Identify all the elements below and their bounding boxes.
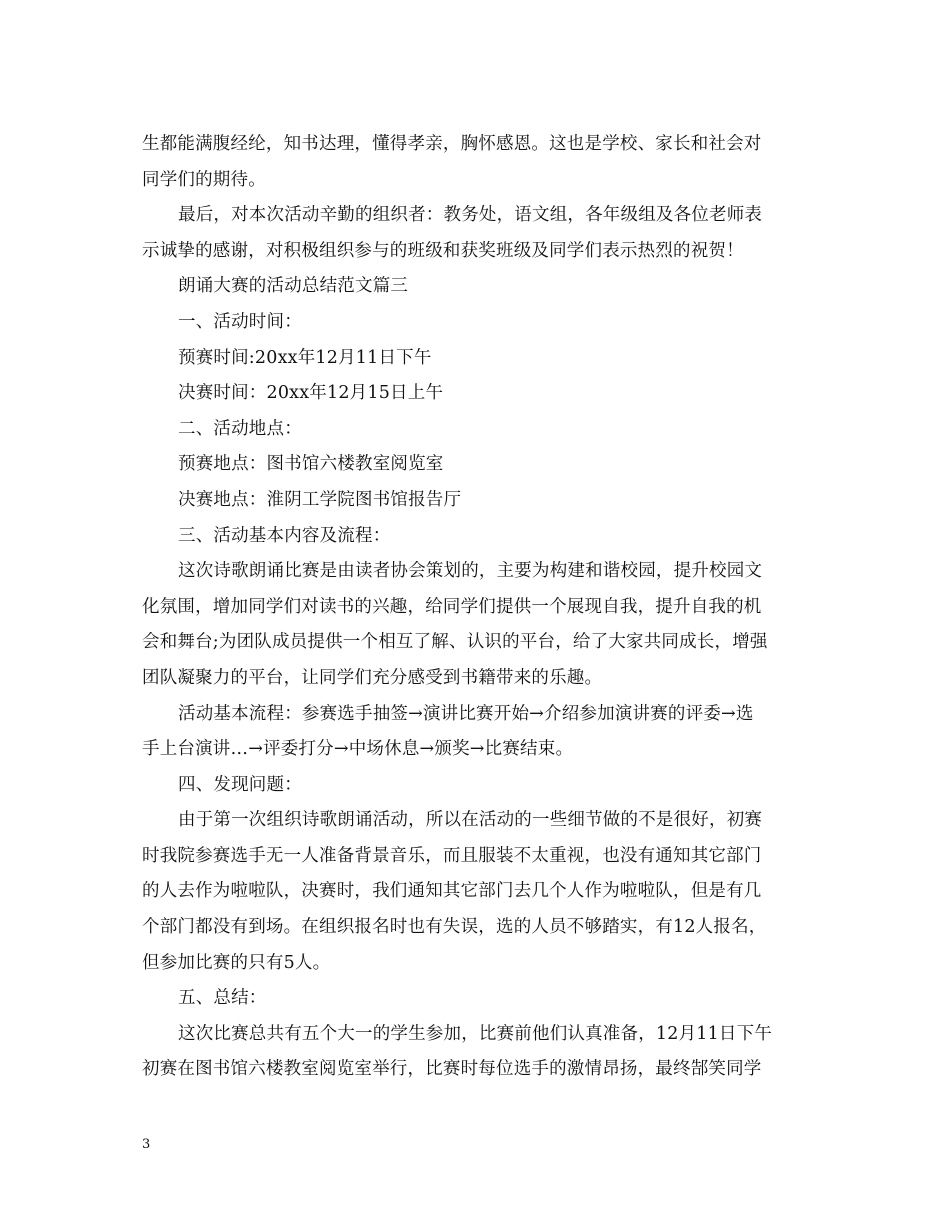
text-line: 这次诗歌朗诵比赛是由读者协会策划的，主要为构建和谐校园，提升校园文 xyxy=(178,561,763,582)
text-line: 三、活动基本内容及流程： xyxy=(178,525,391,546)
document-body xyxy=(142,127,808,1088)
text-line: 决赛地点：淮阴工学院图书馆报告厅 xyxy=(178,489,462,510)
text-line: 预赛时间:20xx年12月11日下午 xyxy=(178,347,432,368)
text-line: 个部门都没有到场。在组织报名时也有失误，选的人员不够踏实，有12人报名， xyxy=(142,917,767,938)
text-line: 会和舞台;为团队成员提供一个相互了解、认识的平台，给了大家共同成长，增强 xyxy=(142,632,768,653)
text-line: 五、总结： xyxy=(178,988,267,1009)
text-line: 二、活动地点： xyxy=(178,418,302,439)
text-line: 示诚挚的感谢，对积极组织参与的班级和获奖班级及同学们表示热烈的祝贺！ xyxy=(142,240,744,261)
text-line: 初赛在图书馆六楼教室阅览室举行，比赛时每位选手的激情昂扬，最终郜笑同学 xyxy=(142,1059,762,1080)
text-line: 团队凝聚力的平台，让同学们充分感受到书籍带来的乐趣。 xyxy=(142,667,603,688)
text-line: 的人去作为啦啦队，决赛时，我们通知其它部门去几个人作为啦啦队，但是有几 xyxy=(142,881,762,902)
text-line: 这次比赛总共有五个大一的学生参加，比赛前他们认真准备，12月11日下午 xyxy=(178,1023,773,1044)
text-line: 同学们的期待。 xyxy=(142,169,266,190)
text-line: 手上台演讲…→评委打分→中场休息→颁奖→比赛结束。 xyxy=(142,739,574,760)
text-line: 活动基本流程：参赛选手抽签→演讲比赛开始→介绍参加演讲赛的评委→选 xyxy=(178,703,754,724)
text-line: 由于第一次组织诗歌朗诵活动，所以在活动的一些细节做的不是很好，初赛 xyxy=(178,810,763,831)
text-line: 预赛地点：图书馆六楼教室阅览室 xyxy=(178,454,444,475)
text-line: 四、发现问题： xyxy=(178,774,302,795)
text-line: 决赛时间：20xx年12月15日上午 xyxy=(178,383,444,404)
text-line: 一、活动时间： xyxy=(178,311,302,332)
text-line: 化氛围，增加同学们对读书的兴趣，给同学们提供一个展现自我，提升自我的机 xyxy=(142,596,762,617)
text-line: 生都能满腹经纶，知书达理，懂得孝亲，胸怀感恩。这也是学校、家长和社会对 xyxy=(142,134,762,154)
text-line: 但参加比赛的只有5人。 xyxy=(142,952,331,973)
text-line: 最后，对本次活动辛勤的组织者：教务处，语文组，各年级组及各位老师表 xyxy=(178,205,763,226)
text-line: 朗诵大赛的活动总结范文篇三 xyxy=(178,276,409,297)
page-number: 3 xyxy=(142,1137,151,1152)
text-line: 时我院参赛选手无一人准备背景音乐，而且服装不太重视，也没有通知其它部门 xyxy=(142,845,762,866)
